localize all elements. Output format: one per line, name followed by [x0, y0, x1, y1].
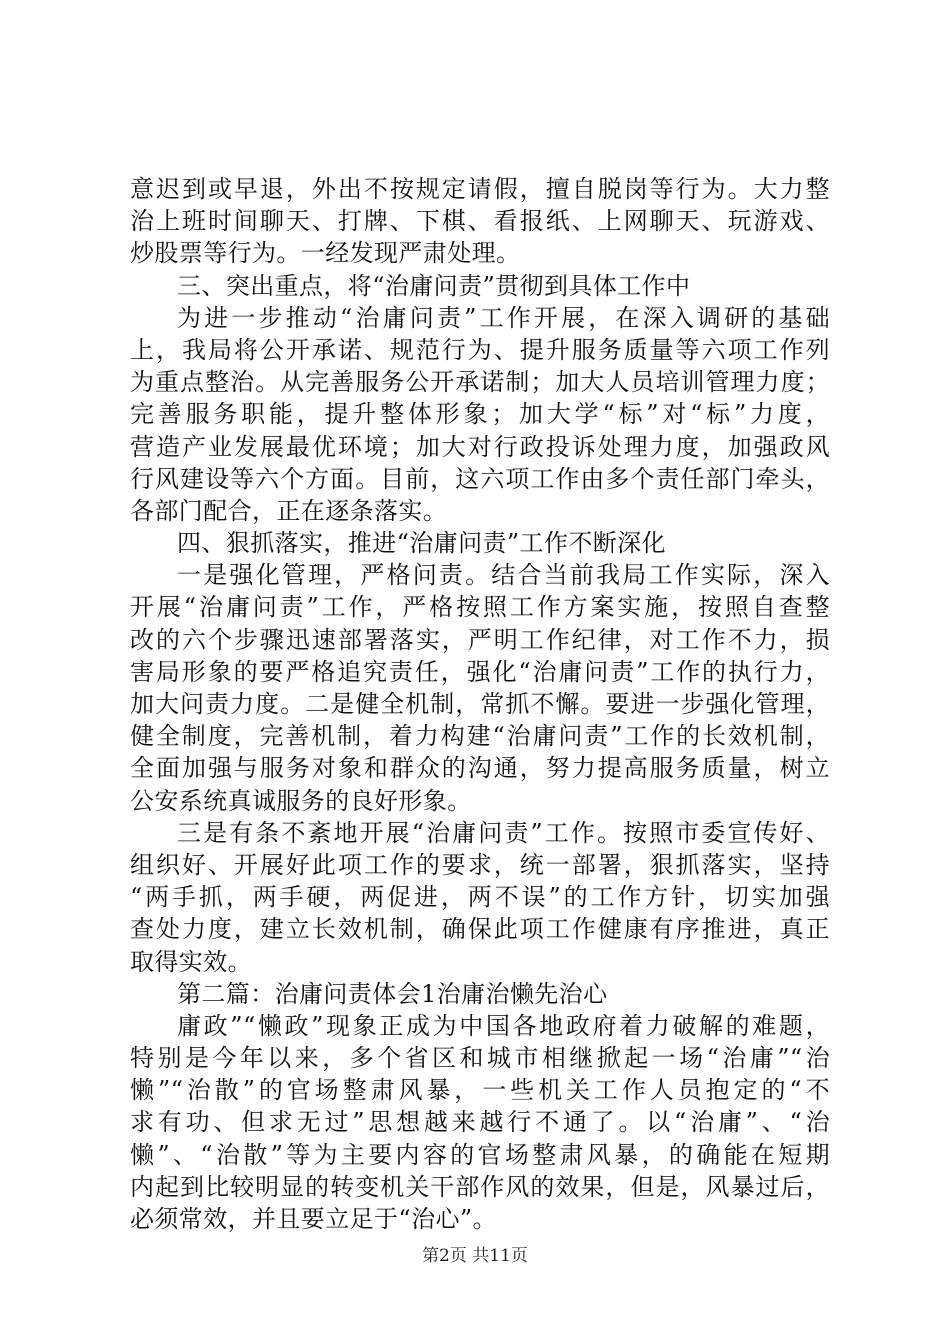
text-line: 三、突出重点，将“治庸问责”贯彻到具体工作中 — [177, 271, 691, 300]
text-line: 全面加强与服务对象和群众的沟通，努力提高服务质量，树立 — [130, 754, 830, 783]
text-line: 为进一步推动“治庸问责”工作开展，在深入调研的基础 — [177, 303, 830, 332]
text-line: 四、狠抓落实，推进“治庸问责”工作不断深化 — [177, 529, 666, 558]
text-line: 各部门配合，正在逐条落实。 — [130, 496, 448, 525]
text-line: 害局形象的要严格追究责任，强化“治庸问责”工作的执行力， — [130, 657, 830, 686]
text-line: 加大问责力度。二是健全机制，常抓不懈。要进一步强化管理， — [130, 690, 830, 718]
text-line: 求有功、但求无过”思想越来越行不通了。以“治庸”、“治 — [130, 1108, 830, 1137]
text-line: 一是强化管理，严格问责。结合当前我局工作实际，深入 — [177, 561, 830, 590]
text-line: 庸政”“懒政”现象正成为中国各地政府着力破解的难题， — [177, 1011, 830, 1040]
text-line: 为重点整治。从完善服务公开承诺制；加大人员培训管理力度； — [130, 368, 830, 397]
text-line: 公安系统真诚服务的良好形象。 — [130, 786, 472, 815]
text-line: 三是有条不紊地开展“治庸问责”工作。按照市委宣传好、 — [177, 818, 830, 847]
text-line: 完善服务职能，提升整体形象；加大学“标”对“标”力度， — [130, 400, 830, 429]
text-line: 行风建设等六个方面。目前，这六项工作由多个责任部门牵头， — [130, 464, 830, 493]
text-line: 营造产业发展最优环境；加大对行政投诉处理力度，加强政风 — [130, 432, 830, 461]
text-line: 健全制度，完善机制，着力构建“治庸问责”工作的长效机制， — [130, 722, 830, 751]
text-line: 内起到比较明显的转变机关干部作风的效果，但是，风暴过后， — [130, 1172, 830, 1201]
text-line: 组织好、开展好此项工作的要求，统一部署，狠抓落实，坚持 — [130, 850, 830, 879]
text-line: 炒股票等行为。一经发现严肃处理。 — [130, 239, 521, 268]
text-line: 开展“治庸问责”工作，严格按照工作方案实施，按照自查整 — [130, 593, 830, 622]
text-line: 查处力度，建立长效机制，确保此项工作健康有序推进，真正 — [130, 915, 830, 944]
text-line: 治上班时间聊天、打牌、下棋、看报纸、上网聊天、玩游戏、 — [130, 207, 830, 236]
text-line: “两手抓，两手硬，两促进，两不误”的工作方针，切实加强 — [130, 883, 830, 912]
text-line: 懒”、“治散”等为主要内容的官场整肃风暴，的确能在短期 — [130, 1140, 830, 1169]
page-number-label: 第2页 共11页 — [422, 1246, 528, 1266]
text-line: 改的六个步骤迅速部署落实，严明工作纪律，对工作不力，损 — [130, 625, 830, 654]
text-line: 懒”“治散”的官场整肃风暴，一些机关工作人员抱定的“不 — [130, 1076, 830, 1105]
text-line: 特别是今年以来，多个省区和城市相继掀起一场“治庸”“治 — [130, 1044, 830, 1073]
text-line: 意迟到或早退，外出不按规定请假，擅自脱岗等行为。大力整 — [130, 175, 830, 203]
page-footer — [0, 1245, 950, 1267]
text-line: 第二篇：治庸问责体会1治庸治懒先治心 — [177, 979, 608, 1008]
document-body — [130, 173, 830, 1235]
text-line: 必须常效，并且要立足于“治心”。 — [130, 1205, 497, 1233]
text-line: 取得实效。 — [130, 947, 252, 976]
text-line: 上，我局将公开承诺、规范行为、提升服务质量等六项工作列 — [130, 335, 830, 364]
